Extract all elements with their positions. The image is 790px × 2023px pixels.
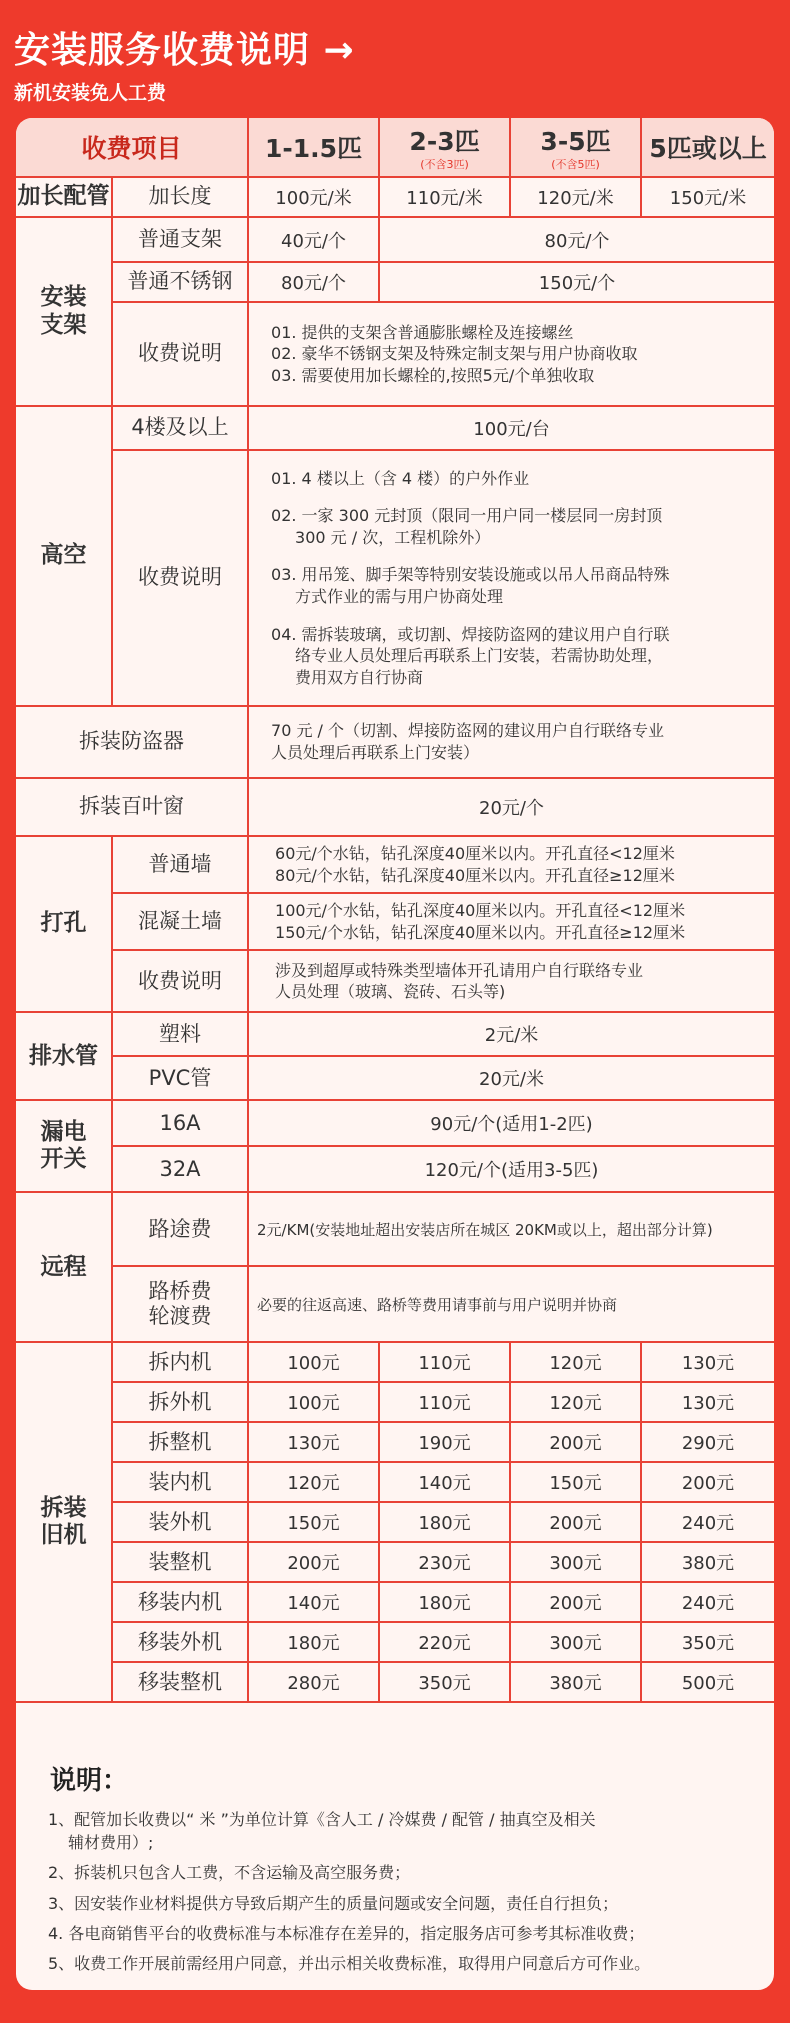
- price-cell: 200元: [248, 1542, 379, 1582]
- category-drilling: 打孔: [16, 836, 112, 1012]
- note-line: 费用双方自行协商: [295, 667, 424, 687]
- item-label: 移装外机: [112, 1622, 248, 1662]
- item-label: 移装内机: [112, 1582, 248, 1622]
- item-label: 收费说明: [112, 302, 248, 406]
- col-header-tier-2: 2-3匹 (不含3匹): [379, 118, 510, 177]
- note-line: 03. 用吊笼、脚手架等特别安装设施或以吊人吊商品特殊: [271, 565, 670, 585]
- item-label: 收费说明: [112, 450, 248, 706]
- price-cell: 300元: [510, 1542, 641, 1582]
- price-cell: 2元/米: [248, 1012, 774, 1056]
- item-label: 混凝土墙: [112, 893, 248, 950]
- item-label: 拆外机: [112, 1382, 248, 1422]
- description-item: 3、因安装作业材料提供方导致后期产生的质量问题或安全问题，责任自行担负；: [48, 1893, 619, 1913]
- price-cell: 120元/米: [510, 177, 641, 217]
- price-cell: 500元: [641, 1662, 774, 1702]
- note-line: 80元/个水钻，钻孔深度40厘米以内。开孔直径≥12厘米: [275, 865, 675, 885]
- table-row: [16, 950, 774, 1012]
- table-row: [16, 406, 774, 450]
- category-extension: 加长配管: [16, 177, 112, 217]
- item-label: 移装整机: [112, 1662, 248, 1702]
- category-remote: 远程: [16, 1192, 112, 1342]
- item-label: 路途费: [112, 1192, 248, 1266]
- price-cell: 120元: [248, 1462, 379, 1502]
- item-label: 32A: [112, 1146, 248, 1192]
- item-label: 拆内机: [112, 1342, 248, 1382]
- item-label: 加长度: [112, 177, 248, 217]
- price-cell: 40元/个: [248, 217, 379, 262]
- price-cell: 100元/米: [248, 177, 379, 217]
- note-line: 150元/个水钻，钻孔深度40厘米以内。开孔直径≥12厘米: [275, 922, 686, 942]
- price-cell: 300元: [510, 1622, 641, 1662]
- price-cell: 240元: [641, 1502, 774, 1542]
- price-cell: 140元: [248, 1582, 379, 1622]
- note-line: 01. 提供的支架含普通膨胀螺栓及连接螺丝: [271, 322, 574, 342]
- page-title: 安装服务收费说明 →: [14, 30, 355, 71]
- table-row: [16, 302, 774, 406]
- price-cell: 350元: [379, 1662, 510, 1702]
- col-header-item: 收费项目: [16, 118, 248, 177]
- table-row: [16, 1502, 774, 1542]
- table-row: [16, 1462, 774, 1502]
- drilling-extra-note: [248, 950, 774, 1012]
- price-cell: 必要的往返高速、路桥等费用请事前与用户说明并协商: [248, 1266, 774, 1342]
- description-item: 2、拆装机只包含人工费，不含运输及高空服务费；: [48, 1863, 411, 1883]
- price-cell: 120元: [510, 1342, 641, 1382]
- price-cell: 100元: [248, 1382, 379, 1422]
- price-cell: 2元/KM(安装地址超出安装店所在城区 20KM或以上，超出部分计算): [248, 1192, 774, 1266]
- price-cell: 130元: [641, 1382, 774, 1422]
- price-cell: 200元: [641, 1462, 774, 1502]
- price-cell: 100元/台: [248, 406, 774, 450]
- note-line: 70 元 / 个（切割、焊接防盗网的建议用户自行联络专业: [271, 721, 665, 741]
- table-row: [16, 1012, 774, 1056]
- note-line: 03. 需要使用加长螺栓的,按照5元/个单独收取: [271, 365, 595, 385]
- bracket-notes: [248, 302, 774, 406]
- item-label: 路桥费 轮渡费: [112, 1266, 248, 1342]
- note-line: 02. 豪华不锈钢支架及特殊定制支架与用户协商收取: [271, 344, 638, 364]
- table-row: [16, 1266, 774, 1342]
- drilling-note: [248, 893, 774, 950]
- item-label: 普通支架: [112, 217, 248, 262]
- fee-table: [16, 118, 774, 1703]
- note-line: 02. 一家 300 元封顶（限同一用户同一楼层同一房封顶: [271, 506, 663, 526]
- price-cell: 200元: [510, 1582, 641, 1622]
- category-drain: 排水管: [16, 1012, 112, 1100]
- table-row: [16, 450, 774, 706]
- price-cell: 100元: [248, 1342, 379, 1382]
- table-row: [16, 836, 774, 893]
- description-title: 说明：: [50, 1766, 129, 1796]
- col-header-tier-1: 1-1.5匹: [248, 118, 379, 177]
- price-cell: 350元: [641, 1622, 774, 1662]
- item-label: 拆装防盗器: [16, 706, 248, 778]
- table-row: [16, 1342, 774, 1382]
- description-section: [16, 1700, 774, 1990]
- price-cell: 230元: [379, 1542, 510, 1582]
- price-cell: 120元: [510, 1382, 641, 1422]
- price-cell: 140元: [379, 1462, 510, 1502]
- item-label: 装内机: [112, 1462, 248, 1502]
- price-cell: 240元: [641, 1582, 774, 1622]
- table-row: [16, 893, 774, 950]
- note-line: 300 元 / 次，工程机除外）: [295, 527, 491, 547]
- note-line: 涉及到超厚或特殊类型墙体开孔请用户自行联络专业: [275, 960, 644, 980]
- item-label: 普通墙: [112, 836, 248, 893]
- price-cell: 110元/米: [379, 177, 510, 217]
- item-label: 拆整机: [112, 1422, 248, 1462]
- category-height: 高空: [16, 406, 112, 706]
- table-row: [16, 1100, 774, 1146]
- price-cell: 180元: [248, 1622, 379, 1662]
- table-row: [16, 778, 774, 836]
- price-cell: 180元: [379, 1582, 510, 1622]
- table-row: [16, 706, 774, 778]
- table-row: [16, 217, 774, 262]
- price-cell: 190元: [379, 1422, 510, 1462]
- price-cell: 20元/米: [248, 1056, 774, 1100]
- category-breaker: 漏电 开关: [16, 1100, 112, 1192]
- description-item: 5、收费工作开展前需经用户同意，并出示相关收费标准，取得用户同意后方可作业。: [48, 1953, 651, 1973]
- price-cell: 280元: [248, 1662, 379, 1702]
- price-cell: 110元: [379, 1382, 510, 1422]
- table-row: [16, 1192, 774, 1266]
- note-line: 方式作业的需与用户协商处理: [295, 587, 504, 606]
- table-row: [16, 1662, 774, 1702]
- price-cell: 220元: [379, 1622, 510, 1662]
- table-row: [16, 1622, 774, 1662]
- category-old-unit: 拆装 旧机: [16, 1342, 112, 1702]
- price-cell: 20元/个: [248, 778, 774, 836]
- note-line: 60元/个水钻，钻孔深度40厘米以内。开孔直径<12厘米: [275, 844, 675, 863]
- category-bracket: 安装 支架: [16, 217, 112, 406]
- price-cell: 80元/个: [379, 217, 774, 262]
- table-header-row: [16, 118, 774, 177]
- table-row: [16, 262, 774, 302]
- table-row: [16, 1382, 774, 1422]
- price-cell: 90元/个(适用1-2匹): [248, 1100, 774, 1146]
- item-label: 塑料: [112, 1012, 248, 1056]
- description-item: 4. 各电商销售平台的收费标准与本标准存在差异的，指定服务店可参考其标准收费；: [48, 1923, 645, 1943]
- col-header-tier-4: 5匹或以上: [641, 118, 774, 177]
- price-cell: 150元/个: [379, 262, 774, 302]
- price-cell: 130元: [248, 1422, 379, 1462]
- item-label: 拆装百叶窗: [16, 778, 248, 836]
- price-cell: 150元: [248, 1502, 379, 1542]
- price-cell: 200元: [510, 1502, 641, 1542]
- price-cell: 150元/米: [641, 177, 774, 217]
- item-label: 普通不锈钢: [112, 262, 248, 302]
- price-cell: 290元: [641, 1422, 774, 1462]
- price-cell: 180元: [379, 1502, 510, 1542]
- item-label: 收费说明: [112, 950, 248, 1012]
- drilling-note: [248, 836, 774, 893]
- page-header: [0, 0, 790, 120]
- fee-card: [16, 118, 774, 1990]
- note-line: 人员处理后再联系上门安装）: [271, 743, 480, 762]
- price-cell: 110元: [379, 1342, 510, 1382]
- table-row: [16, 1146, 774, 1192]
- note-line: 人员处理（玻璃、瓷砖、石头等): [275, 982, 506, 1002]
- table-row: [16, 1056, 774, 1100]
- item-label: 4楼及以上: [112, 406, 248, 450]
- item-label: 装整机: [112, 1542, 248, 1582]
- table-row: [16, 177, 774, 217]
- table-row: [16, 1422, 774, 1462]
- price-cell: 200元: [510, 1422, 641, 1462]
- note-line: 04. 需拆装玻璃，或切割、焊接防盗网的建议用户自行联: [271, 624, 670, 644]
- grille-note: [248, 706, 774, 778]
- price-cell: 130元: [641, 1342, 774, 1382]
- description-item: 1、配管加长收费以“ 米 ”为单位计算《含人工 / 冷媒费 / 配管 / 抽真空及相关 辅材费用）;: [48, 1810, 596, 1853]
- note-line: 100元/个水钻，钻孔深度40厘米以内。开孔直径<12厘米: [275, 901, 686, 921]
- price-cell: 150元: [510, 1462, 641, 1502]
- item-label: 16A: [112, 1100, 248, 1146]
- col-header-tier-3: 3-5匹 (不含5匹): [510, 118, 641, 177]
- table-row: [16, 1582, 774, 1622]
- item-label: 装外机: [112, 1502, 248, 1542]
- price-cell: 80元/个: [248, 262, 379, 302]
- page-subtitle: 新机安装免人工费: [14, 82, 167, 104]
- price-cell: 380元: [641, 1542, 774, 1582]
- description-list: [48, 1808, 748, 1982]
- price-cell: 380元: [510, 1662, 641, 1702]
- note-line: 络专业人员处理后再联系上门安装，若需协助处理，: [295, 646, 664, 666]
- note-line: 01. 4 楼以上（含 4 楼）的户外作业: [271, 468, 530, 488]
- height-notes: [248, 450, 774, 706]
- price-cell: 120元/个(适用3-5匹): [248, 1146, 774, 1192]
- item-label: PVC管: [112, 1056, 248, 1100]
- table-row: [16, 1542, 774, 1582]
